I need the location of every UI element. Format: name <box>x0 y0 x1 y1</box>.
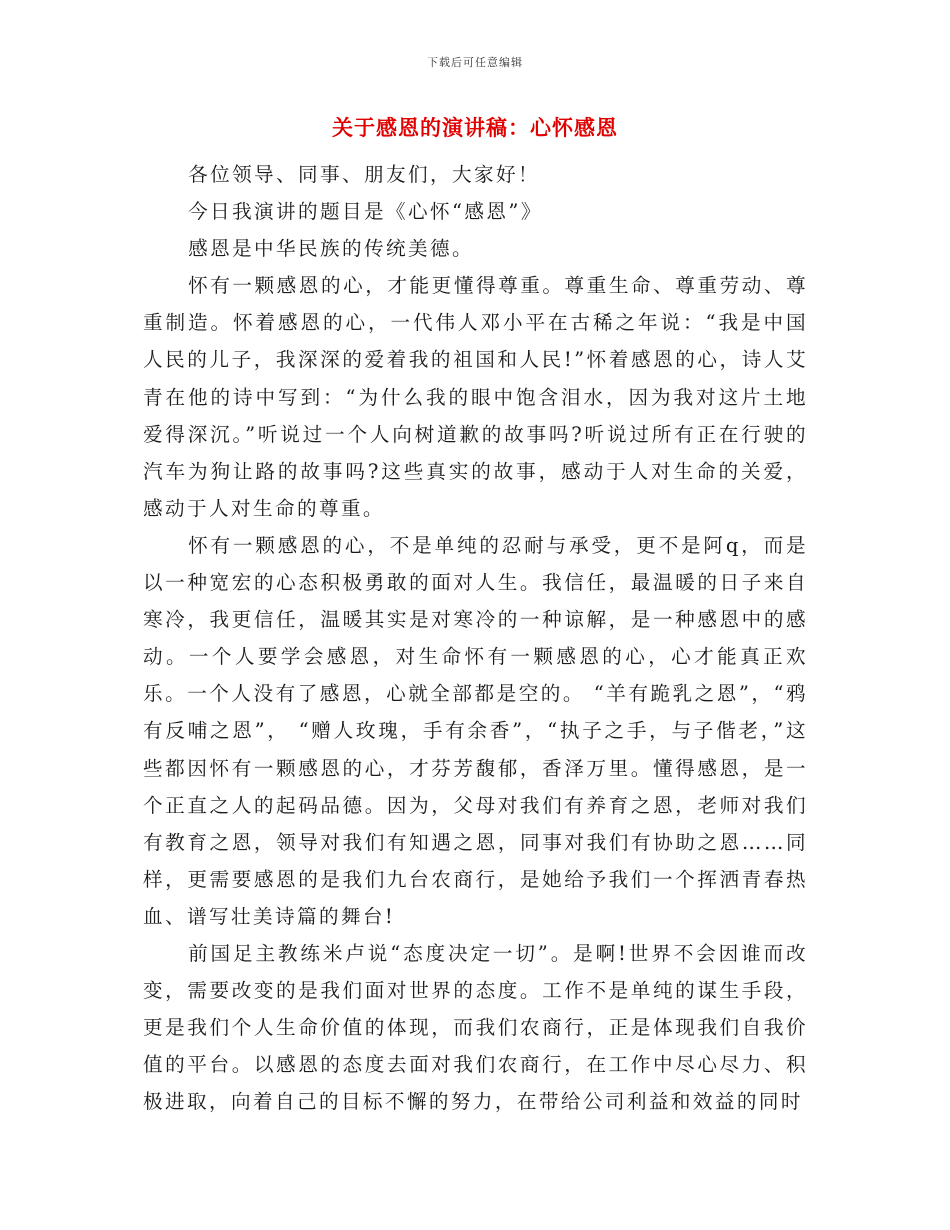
document-title: 关于感恩的演讲稿：心怀感恩 <box>332 116 618 140</box>
document-body <box>143 156 808 1120</box>
paragraph-intro: 感恩是中华民族的传统美德。 <box>188 237 474 261</box>
paragraph-topic: 今日我演讲的题目是《心怀“感恩”》 <box>188 200 543 224</box>
paragraph-gratitude: 怀有一颗感恩的心，不是单纯的忍耐与承受，更不是阿q，而是以一种宽宏的心态积极勇敢的面对人生。我信任，最温暖的日子来自寒冷，我更信任，温暖其实是对寒冷的一种谅解，是一种感恩中的感动。一个人要学会感恩，对生命怀有一颗感恩的心，心才能真正欢乐。一个人没有了感恩，心就全部都是空的。 “羊有跪乳之恩”，“鸦有反哺之恩”， “赠人玫瑰，手有余香”，“执子之手，与子偕老，”这些都因怀有一颗感恩的心，才芬芳馥郁，香泽万里。懂得感恩，是一个正直之人的起码品德。因为，父母对我们有养育之恩，老师对我们有教育之恩，领导对我们有知遇之恩，同事对我们有协助之恩……同样，更需要感恩的是我们九台农商行，是她给予我们一个挥洒青春热血、谱写壮美诗篇的舞台! <box>143 533 808 928</box>
paragraph-greeting: 各位领导、同事、朋友们，大家好！ <box>188 163 540 186</box>
paragraph-respect: 怀有一颗感恩的心，才能更懂得尊重。尊重生命、尊重劳动、尊重制造。怀着感恩的心，一代伟人邓小平在古稀之年说：“我是中国人民的儿子，我深深的爱着我的祖国和人民!”怀着感恩的心，诗人艾青在他的诗中写到：“为什么我的眼中饱含泪水，因为我对这片土地爱得深沉。”听说过一个人向树道歉的故事吗?听说过所有正在行驶的汽车为狗让路的故事吗?这些真实的故事，感动于人对生命的关爱，感动于人对生命的尊重。 <box>143 274 808 520</box>
header-note: 下载后可任意编辑 <box>427 56 523 69</box>
paragraph-attitude: 前国足主教练米卢说“态度决定一切”。是啊!世界不会因谁而改变，需要改变的是我们面对世界的态度。工作不是单纯的谋生手段，更是我们个人生命价值的体现，而我们农商行，正是体现我们自我价值的平台。以感恩的态度去面对我们农商行，在工作中尽心尽力、积极进取，向着自己的目标不懈的努力，在带给公司利益和效益的同时 <box>143 941 808 1114</box>
